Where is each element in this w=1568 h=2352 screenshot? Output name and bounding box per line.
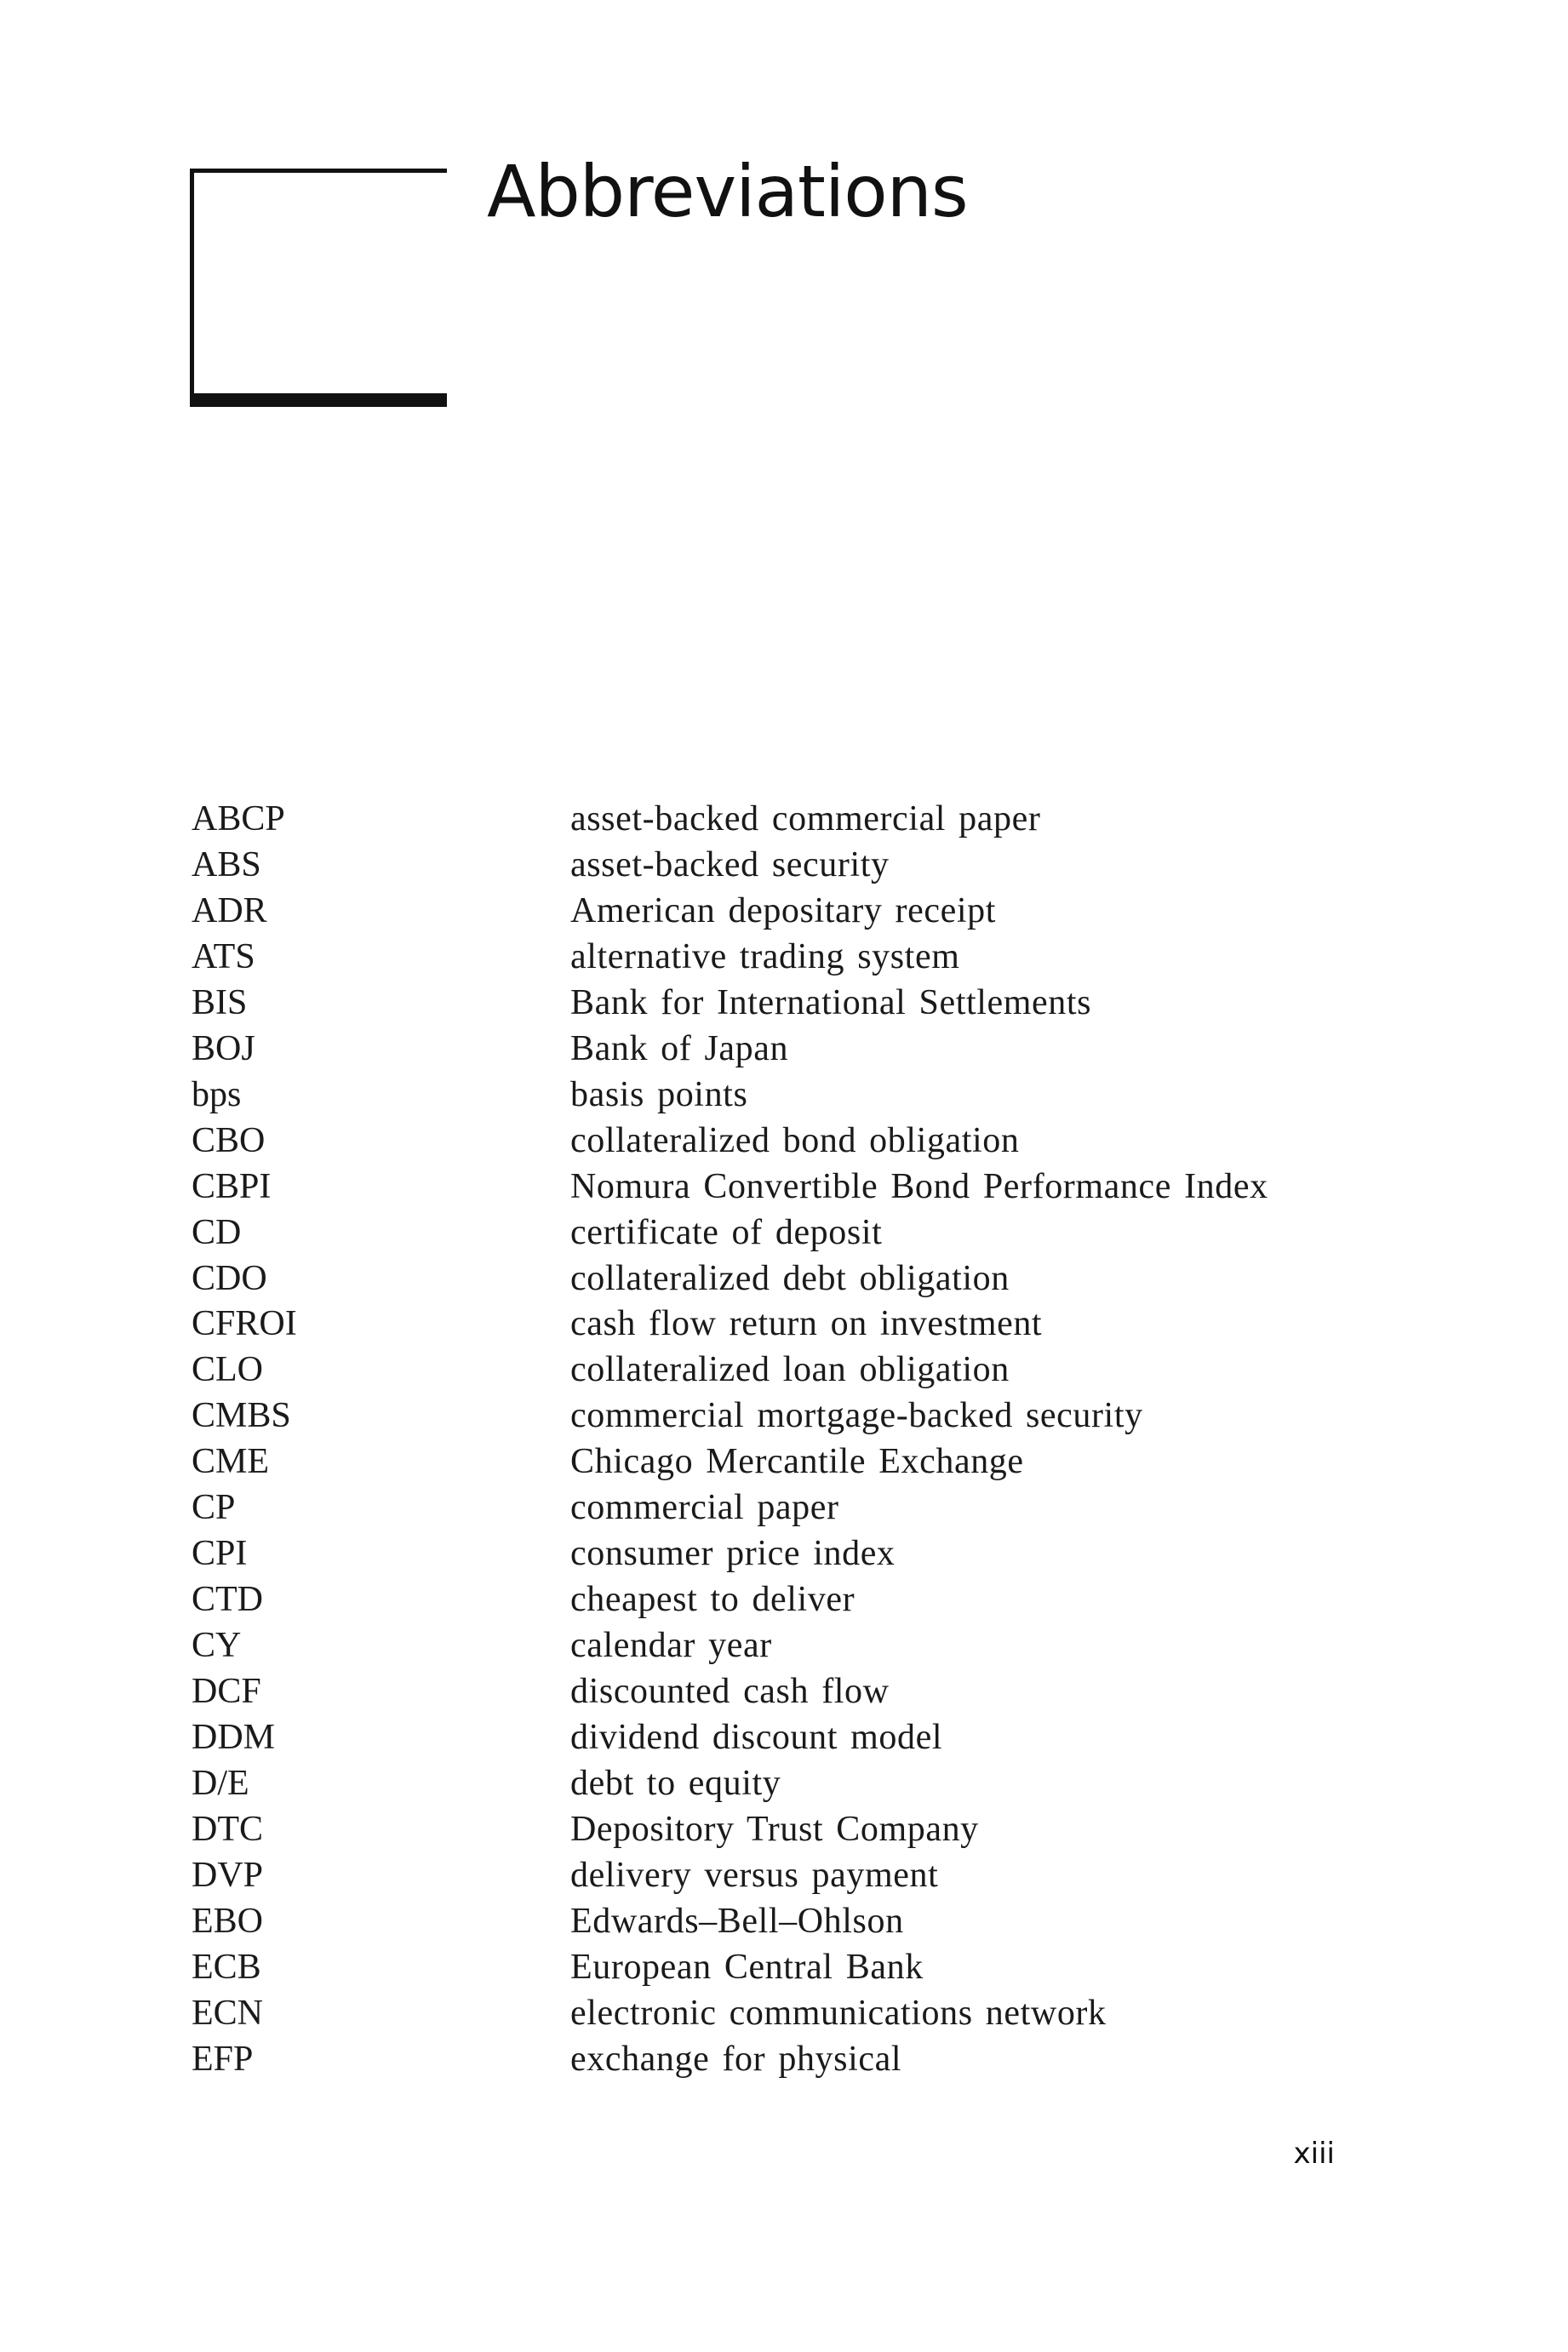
- abbreviation-row: [192, 1807, 1268, 1853]
- abbreviation-row: [192, 1715, 1268, 1761]
- abbreviation-row: [192, 1945, 1268, 1991]
- abbreviation-definition: exchange for physical: [570, 2039, 902, 2079]
- abbreviation-term: CMBS: [192, 1396, 291, 1436]
- abbreviation-definition: collateralized debt obligation: [570, 1258, 1010, 1298]
- abbreviation-term: DCF: [192, 1672, 261, 1712]
- abbreviation-definition: debt to equity: [570, 1764, 781, 1804]
- abbreviation-row: [192, 1899, 1268, 1945]
- abbreviation-definition: basis points: [570, 1074, 748, 1114]
- abbreviation-row: [192, 1027, 1268, 1073]
- abbreviation-term: ABS: [192, 844, 261, 884]
- abbreviation-definition: Bank for International Settlements: [570, 982, 1092, 1022]
- abbreviation-row: [192, 1853, 1268, 1899]
- abbreviation-term: EBO: [192, 1901, 263, 1941]
- abbreviation-term: CPI: [192, 1534, 248, 1574]
- abbreviation-term: DVP: [192, 1855, 264, 1895]
- abbreviation-definition: commercial mortgage-backed security: [570, 1396, 1143, 1436]
- abbreviation-term: CDO: [192, 1258, 267, 1298]
- abbreviation-term: CBPI: [192, 1166, 272, 1206]
- abbreviation-row: [192, 889, 1268, 935]
- abbreviation-definition: cash flow return on investment: [570, 1304, 1043, 1344]
- abbreviation-term: CFROI: [192, 1304, 297, 1344]
- abbreviation-row: [192, 1119, 1268, 1165]
- abbreviation-term: bps: [192, 1074, 242, 1114]
- abbreviation-row: [192, 1393, 1268, 1439]
- abbreviation-row: [192, 1302, 1268, 1348]
- abbreviation-term: CBO: [192, 1120, 266, 1160]
- abbreviation-row: [192, 935, 1268, 981]
- abbreviation-definition: European Central Bank: [570, 1947, 924, 1987]
- abbreviation-definition: commercial paper: [570, 1488, 839, 1528]
- abbreviation-term: BIS: [192, 982, 248, 1022]
- abbreviation-row: [192, 1348, 1268, 1393]
- abbreviation-term: D/E: [192, 1764, 249, 1804]
- abbreviation-row: [192, 1531, 1268, 1577]
- abbreviations-list: [192, 797, 1268, 2083]
- abbreviation-row: [192, 1669, 1268, 1715]
- abbreviation-term: CME: [192, 1442, 270, 1482]
- abbreviation-row: [192, 981, 1268, 1027]
- abbreviation-row: [192, 1577, 1268, 1623]
- abbreviation-row: [192, 797, 1268, 843]
- page-number: xiii: [1293, 2137, 1335, 2171]
- abbreviation-term: EFP: [192, 2039, 254, 2079]
- abbreviation-row: [192, 843, 1268, 889]
- abbreviation-term: CD: [192, 1212, 242, 1252]
- abbreviation-definition: Nomura Convertible Bond Performance Index: [570, 1166, 1268, 1206]
- abbreviation-term: ABCP: [192, 799, 285, 838]
- abbreviation-definition: collateralized bond obligation: [570, 1120, 1020, 1160]
- abbreviation-term: ECN: [192, 1993, 263, 2033]
- abbreviation-row: [192, 1485, 1268, 1531]
- abbreviation-definition: Edwards–Bell–Ohlson: [570, 1901, 904, 1941]
- abbreviation-term: DTC: [192, 1809, 263, 1849]
- abbreviation-term: DDM: [192, 1718, 276, 1758]
- abbreviation-definition: asset-backed security: [570, 844, 890, 884]
- abbreviation-definition: cheapest to deliver: [570, 1580, 856, 1620]
- abbreviation-definition: Chicago Mercantile Exchange: [570, 1442, 1024, 1482]
- abbreviation-term: ATS: [192, 936, 255, 976]
- abbreviation-definition: certificate of deposit: [570, 1212, 883, 1252]
- abbreviation-row: [192, 1210, 1268, 1256]
- abbreviation-definition: alternative trading system: [570, 936, 960, 976]
- chapter-corner-bracket: [190, 169, 447, 407]
- abbreviation-row: [192, 1991, 1268, 2037]
- abbreviation-term: CP: [192, 1488, 236, 1528]
- abbreviation-term: ECB: [192, 1947, 261, 1987]
- abbreviation-row: [192, 2037, 1268, 2083]
- abbreviation-definition: collateralized loan obligation: [570, 1350, 1010, 1390]
- abbreviation-definition: electronic communications network: [570, 1993, 1107, 2033]
- page-title: Abbreviations: [487, 150, 968, 233]
- abbreviation-definition: Bank of Japan: [570, 1028, 789, 1068]
- abbreviation-row: [192, 1073, 1268, 1119]
- abbreviation-term: CTD: [192, 1580, 263, 1620]
- abbreviation-definition: asset-backed commercial paper: [570, 799, 1041, 838]
- abbreviation-row: [192, 1439, 1268, 1485]
- abbreviation-row: [192, 1761, 1268, 1807]
- abbreviation-term: CY: [192, 1626, 242, 1666]
- abbreviation-term: CLO: [192, 1350, 263, 1390]
- abbreviation-term: BOJ: [192, 1028, 255, 1068]
- abbreviation-row: [192, 1256, 1268, 1302]
- abbreviation-definition: Depository Trust Company: [570, 1809, 979, 1849]
- abbreviation-definition: dividend discount model: [570, 1718, 943, 1758]
- abbreviation-definition: American depositary receipt: [570, 890, 996, 930]
- abbreviation-term: ADR: [192, 890, 267, 930]
- abbreviation-definition: delivery versus payment: [570, 1855, 939, 1895]
- abbreviation-definition: discounted cash flow: [570, 1672, 890, 1712]
- abbreviation-row: [192, 1165, 1268, 1210]
- abbreviation-definition: consumer price index: [570, 1534, 896, 1574]
- abbreviation-definition: calendar year: [570, 1626, 772, 1666]
- abbreviation-row: [192, 1623, 1268, 1669]
